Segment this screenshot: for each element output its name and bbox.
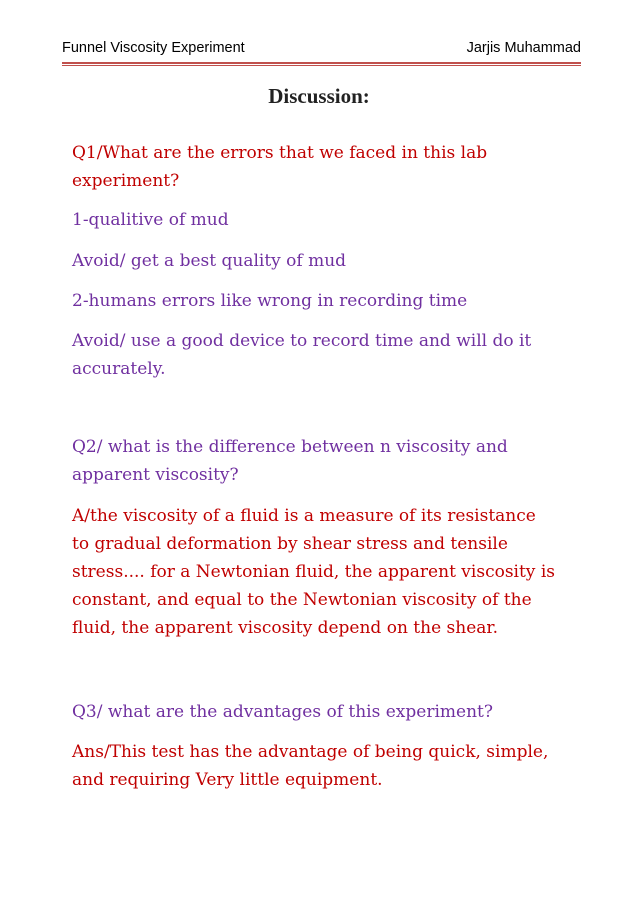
- avoid-2: [72, 327, 582, 383]
- answer-2: [72, 502, 582, 642]
- answer-3-line-2: and requiring Very little equipment.: [72, 770, 383, 790]
- question-2-line-1: Q2/ what is the difference between n viscosity and: [72, 437, 508, 457]
- question-1-line-2: experiment?: [72, 171, 180, 191]
- question-3: Q3/ what are the advantages of this experiment?: [72, 702, 493, 722]
- header-rule-thick: [62, 62, 581, 64]
- header-author: Jarjis Muhammad: [466, 40, 581, 56]
- question-2: [72, 433, 582, 489]
- answer-2-line-5: fluid, the apparent viscosity depend on the shear.: [72, 618, 499, 638]
- question-1-line-1: Q1/What are the errors that we faced in this lab: [72, 143, 488, 163]
- avoid-2-line-1: Avoid/ use a good device to record time and will do it: [72, 331, 532, 351]
- error-2: 2-humans errors like wrong in recording time: [72, 291, 468, 311]
- answer-2-line-3: stress.... for a Newtonian fluid, the apparent viscosity is: [72, 562, 555, 582]
- answer-2-line-1: A/the viscosity of a fluid is a measure of its resistance: [72, 506, 536, 526]
- avoid-2-line-2: accurately.: [72, 359, 166, 379]
- error-1: 1-qualitive of mud: [72, 210, 229, 230]
- question-1: [72, 139, 582, 195]
- question-2-line-2: apparent viscosity?: [72, 465, 239, 485]
- answer-3: [72, 738, 582, 794]
- answer-3-line-1: Ans/This test has the advantage of being quick, simple,: [72, 742, 549, 762]
- answer-2-line-2: to gradual deformation by shear stress and tensile: [72, 534, 508, 554]
- section-title: Discussion:: [268, 84, 370, 108]
- header-title: Funnel Viscosity Experiment: [62, 40, 245, 56]
- answer-2-line-4: constant, and equal to the Newtonian viscosity of the: [72, 590, 532, 610]
- header-rule-thin: [62, 65, 581, 66]
- avoid-1: Avoid/ get a best quality of mud: [72, 251, 347, 271]
